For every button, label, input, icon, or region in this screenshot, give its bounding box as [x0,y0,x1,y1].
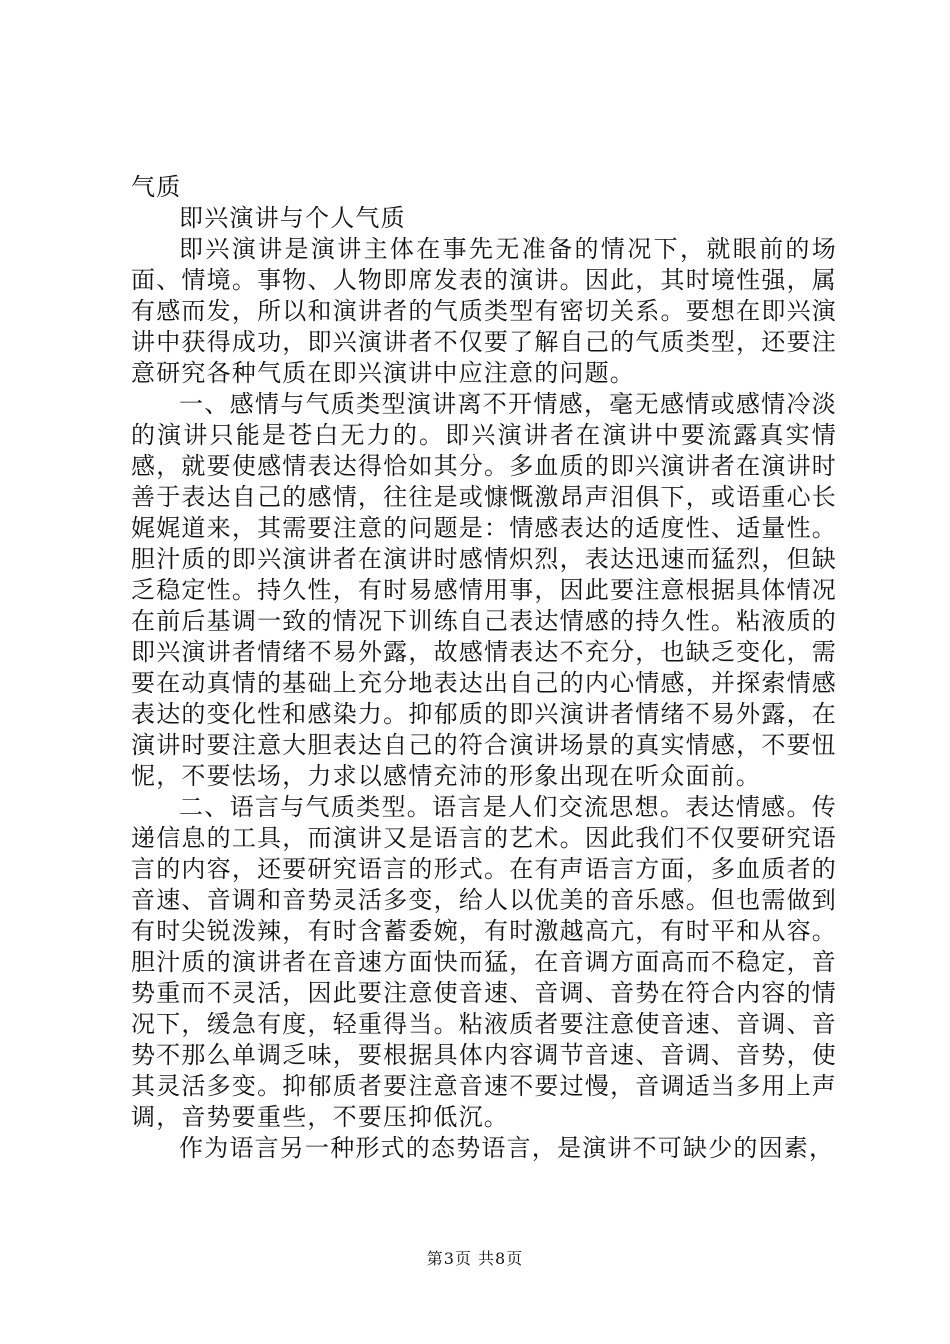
document-title: 即兴演讲与个人气质 [179,204,406,232]
page-number-footer: 第3页 共8页 [426,1249,524,1268]
heading-fragment: 气质 [131,173,182,201]
document-body [131,172,837,1164]
paragraph-body-language: 作为语言另一种形式的态势语言，是演讲不可缺少的因素， [179,1134,835,1162]
paragraph-language: 二、语言与气质类型。语言是人们交流思想。表达情感。传递信息的工具，而演讲又是语言的艺术。因此我们不仅要研究语言的内容，还要研究语言的形式。在有声语言方面，多血质者的音速、音调和音势灵活多变，给人以优美的音乐感。但也需做到有时尖锐泼辣，有时含蓄委婉，有时激越高亢，有时平和从容。胆汁质的演讲者在音速方面快而猛，在音调方面高而不稳定，音势重而不灵活，因此要注意使音速、音调、音势在符合内容的情况下，缓急有度，轻重得当。粘液质者要注意使音速、音调、音势不那么单调乏味，要根据具体内容调节音速、音调、音势，使其灵活多变。抑郁质者要注意音速不要过慢，音调适当多用上声调，音势要重些，不要压抑低沉。 [131,793,837,1131]
paragraph-emotion: 一、感情与气质类型演讲离不开情感，毫无感情或感情冷淡的演讲只能是苍白无力的。即兴演讲者在演讲中要流露真实情感，就要使感情表达得恰如其分。多血质的即兴演讲者在演讲时善于表达自己的感情，往往是或慷慨激昂声泪俱下，或语重心长娓娓道来，其需要注意的问题是：情感表达的适度性、适量性。胆汁质的即兴演讲者在演讲时感情炽烈，表达迅速而猛烈，但缺乏稳定性。持久性，有时易感情用事，因此要注意根据具体情况在前后基调一致的情况下训练自己表达情感的持久性。粘液质的即兴演讲者情绪不易外露，故感情表达不充分，也缺乏变化，需要在动真情的基础上充分地表达出自己的内心情感，并探索情感表达的变化性和感染力。抑郁质的即兴演讲者情绪不易外露，在演讲时要注意大胆表达自己的符合演讲场景的真实情感，不要忸怩，不要怯场，力求以感情充沛的形象出现在听众面前。 [131,390,837,790]
paragraph-intro: 即兴演讲是演讲主体在事先无准备的情况下，就眼前的场面、情境。事物、人物即席发表的演讲。因此，其时境性强，属有感而发，所以和演讲者的气质类型有密切关系。要想在即兴演讲中获得成功，即兴演讲者不仅要了解自己的气质类型，还要注意研究各种气质在即兴演讲中应注意的问题。 [131,235,837,387]
